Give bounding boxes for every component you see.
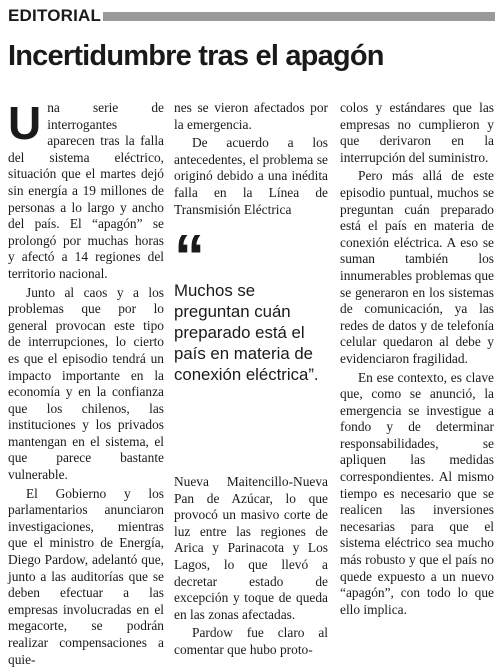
section-label: EDITORIAL <box>8 6 102 25</box>
section-rule <box>103 12 495 21</box>
pullquote-text: Muchos se preguntan cuán preparado está el país en materia de conexión eléctrica”. <box>174 281 319 384</box>
paragraph: nes se vieron afectados por la emergencia. <box>174 100 328 132</box>
article-column-2-top <box>174 100 328 220</box>
article-column-1 <box>8 97 164 670</box>
article-column-2-bottom <box>174 474 328 661</box>
paragraph: Pero más allá de este episodio puntual, muchos se preguntan cuán preparado está el país en materia de conexión eléctrica. A eso se suman también los innumerables problemas que se generaron en los sistemas de comunicación, ya las redes de datos y de telefonía celular quedaron al debe y evidenciaron fragilidad. <box>340 168 494 366</box>
paragraph: De acuerdo a los antecedentes, el problema se originó debido a una inédita falla en la Línea de Transmisión Eléctrica <box>174 135 328 217</box>
paragraph: Junto al caos y a los problemas que por lo general provocan este tipo de interrupciones, lo cierto es que el episodio tendrá un impacto importante en la economía y en la confianza que los chilenos, las instituciones y los privados mantengan en el sistema, el que parece bastante vulnerable. <box>8 284 164 483</box>
paragraph: El Gobierno y los parlamentarios anunciaron investigaciones, mientras que el ministro de Energía, Diego Pardow, adelantó que, junto a las auditorías que se deben efectuar a las empresas involucradas en el megacorte, se podrán realizar compensaciones a quie- <box>8 485 164 667</box>
quote-mark-icon: “ <box>174 223 205 292</box>
paragraph: En ese contexto, es clave que, como se anunció, la emergencia se investigue a fondo y de determinar responsabilidades, se apliquen las medidas correspondientes. Al mismo tiempo es necesario que se realicen las inversiones necesarias para que el sistema eléctrico sea mucho más robusto y que el país no quede expuesto a un nuevo “apagón”, con todo lo que ello implica. <box>340 369 494 617</box>
paragraph: Una serie de interrogantes aparecen tras la falla del sistema eléctrico, situación que el martes dejó sin energía a 19 millones de personas a lo largo y ancho del país. El “apagón” se prolongó por muchas horas y afectó a 14 regiones del territorio nacional. <box>8 97 164 281</box>
paragraph: colos y estándares que las empresas no cumplieron y que derivaron en la interrupción del suministro. <box>340 100 494 165</box>
paragraph: Pardow fue claro al comentar que hubo proto- <box>174 625 328 657</box>
paragraph: Nueva Maitencillo-Nueva Pan de Azúcar, lo que provocó un masivo corte de luz entre las regiones de Arica y Parinacota y Los Lagos, lo que llevó a decretar estado de excepción y toque de queda en las zonas afectadas. <box>174 474 328 622</box>
article-column-3 <box>340 100 494 620</box>
pullquote <box>174 223 328 385</box>
dropcap: U <box>8 97 42 149</box>
headline: Incertidumbre tras el apagón <box>8 40 384 72</box>
